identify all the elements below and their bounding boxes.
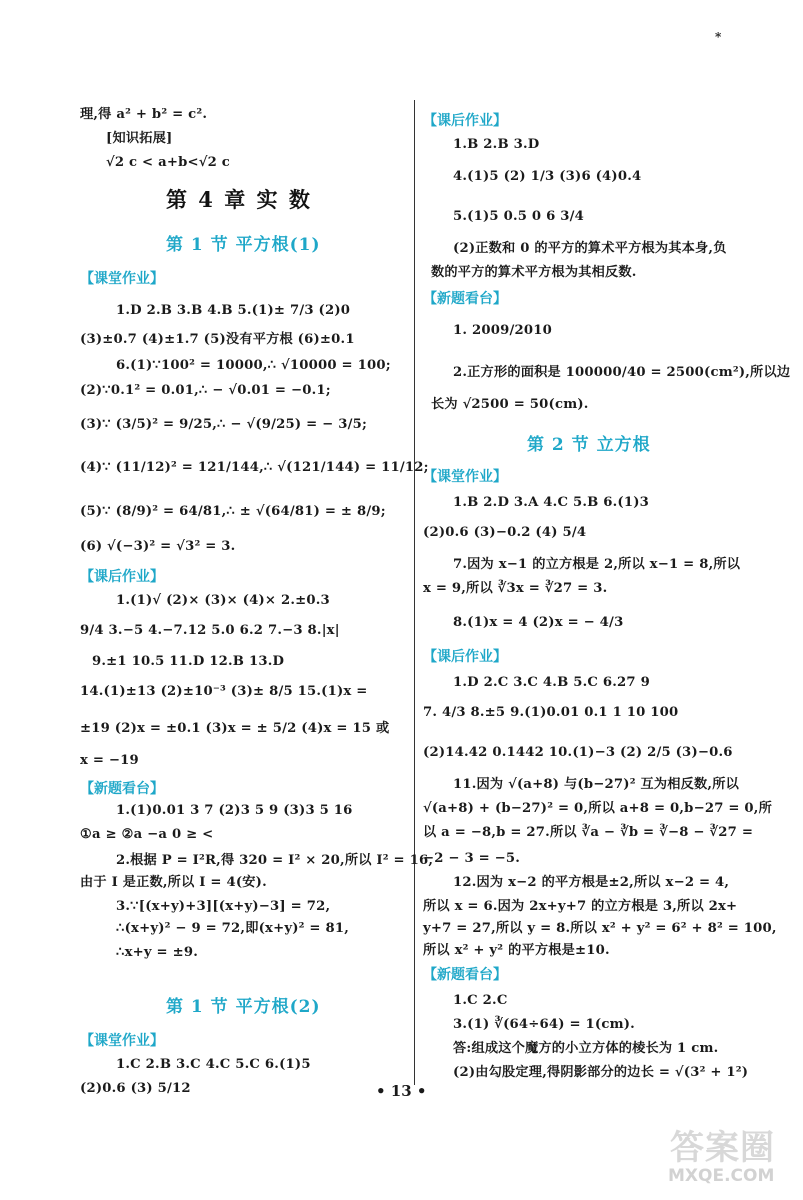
text-line: 1.D 2.C 3.C 4.B 5.C 6.27 9 <box>453 675 650 690</box>
text-line: 2.正方形的面积是 100000/40 = 2500(cm²),所以边 <box>453 365 791 380</box>
text-line: (2)由勾股定理,得阴影部分的边长 = √(3² + 1²) <box>453 1065 749 1080</box>
text-line: 1.C 2.C <box>453 993 508 1008</box>
text-line: (4)∵ (11/12)² = 121/144,∴ √(121/144) = 11/12; <box>80 460 429 475</box>
text-line: 12.因为 x−2 的平方根是±2,所以 x−2 = 4, <box>453 875 730 890</box>
text-line: x = 9,所以 ∛3x = ∛27 = 3. <box>423 581 608 596</box>
watermark-logo-text: 答案圈 <box>670 1128 775 1168</box>
text-line: 1. 2009/2010 <box>453 323 552 338</box>
text-line: 所以 x² + y² 的平方根是±10. <box>423 943 610 958</box>
chapter-title: 第 4 章 实 数 <box>166 187 312 212</box>
text-line: (3)∵ (3/5)² = 9/25,∴ − √(9/25) = − 3/5; <box>80 417 368 432</box>
text-line: 7.因为 x−1 的立方根是 2,所以 x−1 = 8,所以 <box>453 557 741 572</box>
column-divider <box>414 100 415 1085</box>
text-line: ∴x+y = ±9. <box>116 945 199 960</box>
text-line: ±19 (2)x = ±0.1 (3)x = ± 5/2 (4)x = 15 或 <box>80 721 390 736</box>
text-line: ∴(x+y)² − 9 = 72,即(x+y)² = 81, <box>116 921 349 936</box>
text-line: 1.B 2.B 3.D <box>453 137 540 152</box>
text-line: (2)0.6 (3) 5/12 <box>80 1081 191 1096</box>
text-line: 2.根据 P = I²R,得 320 = I² × 20,所以 I² = 16, <box>116 853 434 868</box>
section-header: 【新题看台】 <box>423 291 507 307</box>
text-line: 所以 x = 6.因为 2x+y+7 的立方根是 3,所以 2x+ <box>423 899 738 914</box>
text-line: 3.∵[(x+y)+3][(x+y)−3] = 72, <box>116 899 331 914</box>
text-line: (2)14.42 0.1442 10.(1)−3 (2) 2/5 (3)−0.6 <box>423 745 733 760</box>
text-line: √2 c < a+b<√2 c <box>106 155 231 170</box>
section-title: 第 1 节 平方根(2) <box>166 997 321 1017</box>
text-line: 4.(1)5 (2) 1/3 (3)6 (4)0.4 <box>453 169 642 184</box>
section-header: 【课后作业】 <box>423 649 507 665</box>
text-line: 14.(1)±13 (2)±10⁻³ (3)± 8/5 15.(1)x = <box>80 684 368 699</box>
text-line: y+7 = 27,所以 y = 8.所以 x² + y² = 6² + 8² = 100, <box>423 921 777 936</box>
text-line: (3)±0.7 (4)±1.7 (5)没有平方根 (6)±0.1 <box>80 332 355 347</box>
text-line: [知识拓展] <box>106 131 173 146</box>
text-line: 1.D 2.B 3.B 4.B 5.(1)± 7/3 (2)0 <box>116 303 351 318</box>
text-line: 1.(1)√ (2)× (3)× (4)× 2.±0.3 <box>116 593 330 608</box>
text-line: (6) √(−3)² = √3² = 3. <box>80 539 236 554</box>
section-header: 【课后作业】 <box>80 569 164 585</box>
text-line: 由于 I 是正数,所以 I = 4(安). <box>80 875 267 890</box>
text-line: 3.(1) ∛(64÷64) = 1(cm). <box>453 1017 635 1032</box>
section-header: 【课堂作业】 <box>80 271 164 287</box>
text-line: (5)∵ (8/9)² = 64/81,∴ ± √(64/81) = ± 8/9; <box>80 504 386 519</box>
section-header: 【课堂作业】 <box>423 469 507 485</box>
watermark-url: MXQE.COM <box>668 1166 775 1186</box>
section-header: 【课后作业】 <box>423 113 507 129</box>
section-header: 【新题看台】 <box>423 967 507 983</box>
text-line: √(a+8) + (b−27)² = 0,所以 a+8 = 0,b−27 = 0,所 <box>423 801 772 816</box>
text-line: 5.(1)5 0.5 0 6 3/4 <box>453 209 585 224</box>
text-line: 8.(1)x = 4 (2)x = − 4/3 <box>453 615 624 630</box>
watermark <box>664 1120 784 1190</box>
text-line: 1.(1)0.01 3 7 (2)3 5 9 (3)3 5 16 <box>116 803 353 818</box>
text-line: 6.(1)∵100² = 10000,∴ √10000 = 100; <box>116 358 391 373</box>
text-line: 长为 √2500 = 50(cm). <box>431 397 589 412</box>
text-line: 11.因为 √(a+8) 与(b−27)² 互为相反数,所以 <box>453 777 739 792</box>
text-line: 9.±1 10.5 11.D 12.B 13.D <box>92 654 285 669</box>
corner-mark: * <box>715 30 722 44</box>
text-line: (2)0.6 (3)−0.2 (4) 5/4 <box>423 525 587 540</box>
text-line: 1.C 2.B 3.C 4.C 5.C 6.(1)5 <box>116 1057 311 1072</box>
text-line: 数的平方的算术平方根为其相反数. <box>431 265 637 280</box>
section-title: 第 2 节 立方根 <box>527 435 651 455</box>
text-line: 7. 4/3 8.±5 9.(1)0.01 0.1 1 10 100 <box>423 705 679 720</box>
page-number: • 13 • <box>376 1082 427 1100</box>
text-line: (2)∵0.1² = 0.01,∴ − √0.01 = −0.1; <box>80 383 331 398</box>
text-line: x = −19 <box>80 753 139 768</box>
text-line: 9/4 3.−5 4.−7.12 5.0 6.2 7.−3 8.|x| <box>80 623 340 638</box>
text-line: −2 − 3 = −5. <box>423 851 521 866</box>
text-line: ①a ≥ ②a −a 0 ≥ < <box>80 827 214 842</box>
text-line: (2)正数和 0 的平方的算术平方根为其本身,负 <box>453 241 727 256</box>
section-header: 【课堂作业】 <box>80 1033 164 1049</box>
text-line: 理,得 a² + b² = c². <box>80 107 208 122</box>
text-line: 1.B 2.D 3.A 4.C 5.B 6.(1)3 <box>453 495 650 510</box>
section-title: 第 1 节 平方根(1) <box>166 235 321 255</box>
text-line: 答:组成这个魔方的小立方体的棱长为 1 cm. <box>453 1041 719 1056</box>
text-line: 以 a = −8,b = 27.所以 ∛a − ∛b = ∛−8 − ∛27 = <box>423 825 754 840</box>
section-header: 【新题看台】 <box>80 781 164 797</box>
